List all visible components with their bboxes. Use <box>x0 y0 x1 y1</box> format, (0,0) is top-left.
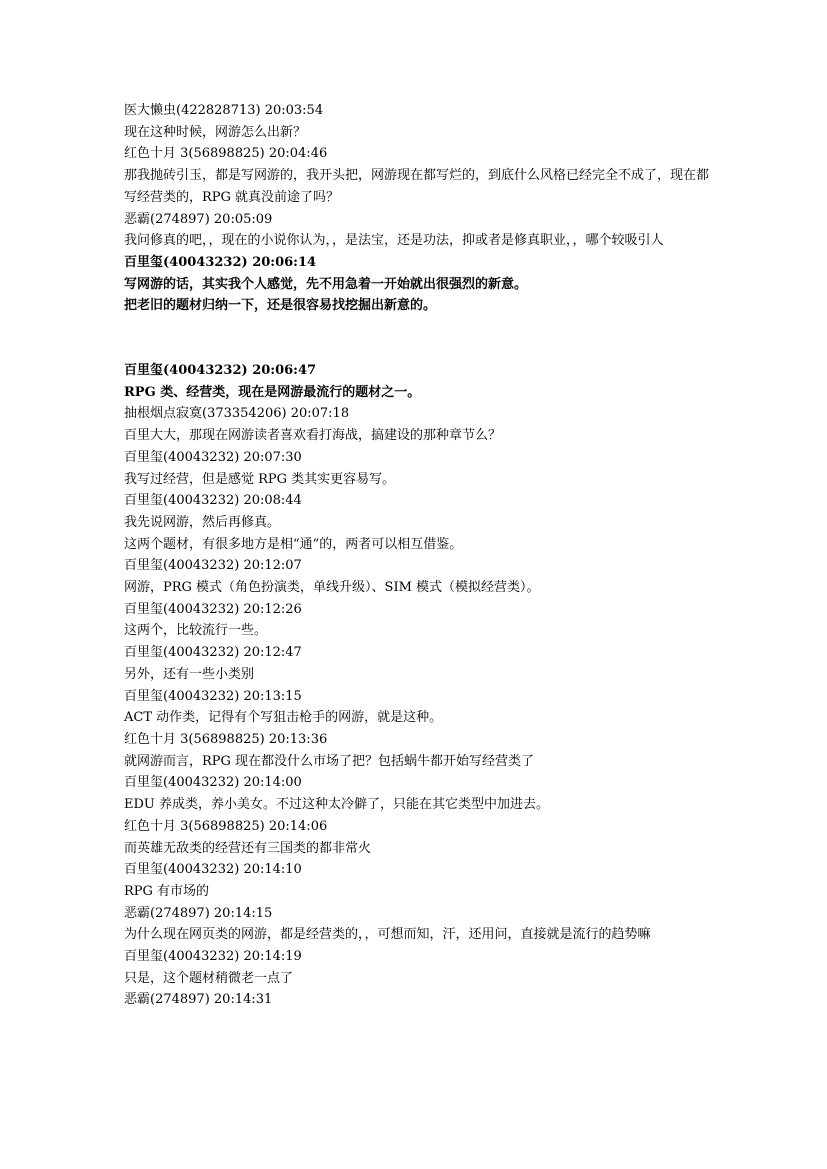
message-line: 现在这种时候，网游怎么出新？ <box>124 124 307 140</box>
speaker-line: 红色十月 3(56898825) 20:14:06 <box>124 818 328 834</box>
speaker-line: 百里玺(40043232) 20:14:00 <box>124 775 302 791</box>
message-line: 我问修真的吧，，现在的小说你认为，，是法宝，还是功法，抑或者是修真职业，，哪个较吸引人 <box>124 233 664 249</box>
speaker-line: 医大懒虫(422828713) 20:03:54 <box>124 103 324 118</box>
message-line: 写网游的话，其实我个人感觉，先不用急着一开始就出很强烈的新意。 <box>124 276 528 292</box>
speaker-line: 百里玺(40043232) 20:14:19 <box>124 949 302 965</box>
message-line: 百里大大，那现在网游读者喜欢看打海战，搞建设的那种章节么？ <box>124 428 502 444</box>
speaker-line: 百里玺(40043232) 20:06:14 <box>124 254 317 270</box>
speaker-line: 恶霸(274897) 20:05:09 <box>124 211 273 227</box>
message-line: 只是，这个题材稍微老一点了 <box>124 970 294 986</box>
speaker-line: 恶霸(274897) 20:14:15 <box>124 905 273 921</box>
message-line: ACT 动作类，记得有个写狙击枪手的网游，就是这种。 <box>124 710 443 726</box>
message-line: 而英雄无敌类的经营还有三国类的都非常火 <box>124 840 372 856</box>
speaker-line: 红色十月 3(56898825) 20:13:36 <box>124 731 328 747</box>
message-line: 我写过经营，但是感觉 RPG 类其实更容易写。 <box>124 471 396 487</box>
message-line: 这两个题材，有很多地方是相“通”的，两者可以相互借鉴。 <box>124 536 463 552</box>
message-line: 我先说网游，然后再修真。 <box>124 514 281 530</box>
speaker-line: 百里玺(40043232) 20:12:47 <box>124 645 302 661</box>
message-line: RPG 类、经营类，现在是网游最流行的题材之一。 <box>124 384 421 400</box>
message-line: 就网游而言，RPG 现在都没什么市场了把？包括蜗牛都开始写经营类了 <box>124 753 535 769</box>
paragraph-gap <box>124 317 714 360</box>
message-line: RPG 有市场的 <box>124 883 210 899</box>
speaker-line: 百里玺(40043232) 20:07:30 <box>124 449 302 465</box>
message-line: 把老旧的题材归纳一下，还是很容易找挖掘出新意的。 <box>124 298 437 314</box>
speaker-line: 红色十月 3(56898825) 20:04:46 <box>124 146 328 162</box>
message-line: 那我抛砖引玉，都是写网游的，我开头把，网游现在都写烂的，到底什么风格已经完全不成了，现在都写经营类的，RPG 就真没前途了吗？ <box>124 168 710 205</box>
speaker-line: 恶霸(274897) 20:14:31 <box>124 992 273 1008</box>
chat-log-document <box>124 100 714 1011</box>
message-line: 这两个，比较流行一些。 <box>124 623 268 639</box>
message-line: EDU 养成类，养小美女。不过这种太冷僻了，只能在其它类型中加进去。 <box>124 797 550 813</box>
message-line: 另外，还有一些小类别 <box>124 666 255 682</box>
speaker-line: 百里玺(40043232) 20:08:44 <box>124 493 302 509</box>
speaker-line: 抽根烟点寂寞(373354206) 20:07:18 <box>124 406 350 422</box>
speaker-line: 百里玺(40043232) 20:12:26 <box>124 601 302 617</box>
speaker-line: 百里玺(40043232) 20:13:15 <box>124 688 302 704</box>
message-line: 网游，PRG 模式（角色扮演类，单线升级）、SIM 模式（模拟经营类）。 <box>124 580 540 596</box>
speaker-line: 百里玺(40043232) 20:12:07 <box>124 558 302 574</box>
speaker-line: 百里玺(40043232) 20:06:47 <box>124 363 317 379</box>
message-line: 为什么现在网页类的网游，都是经营类的，，可想而知，汗，还用问，直接就是流行的趋势嘛 <box>124 927 651 943</box>
speaker-line: 百里玺(40043232) 20:14:10 <box>124 862 302 878</box>
